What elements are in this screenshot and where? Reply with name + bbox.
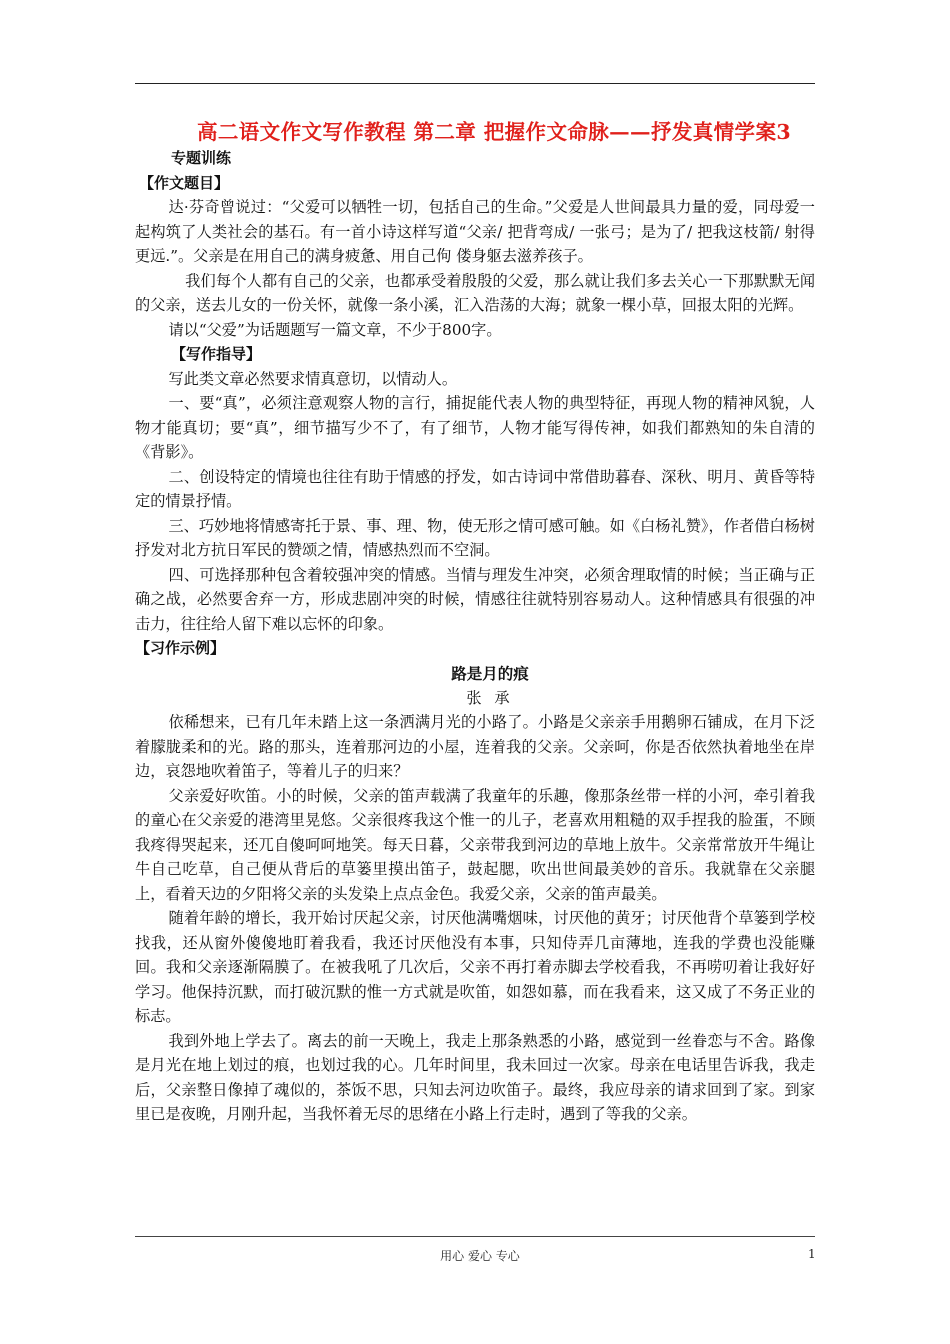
document-body (135, 118, 815, 1127)
guide-paragraph: 写此类文章必然要求情真意切，以情动人。 (168, 369, 457, 388)
example-heading: 【习作示例】 (135, 639, 226, 657)
essay-paragraph: 依稀想来，已有几年未踏上这一条洒满月光的小路了。小路是父亲亲手用鹅卵石铺成，在月下泛着朦胧柔和的光。路的那头，连着那河边的小屋，连着我的父亲。父亲呵，你是否依然执着地坐在岸边，哀怨地吹着笛子，等着儿子的归来？ (135, 713, 815, 780)
essay-paragraph: 父亲爱好吹笛。小的时候，父亲的笛声载满了我童年的乐趣，像那条丝带一样的小河，牵引着我的童心在父亲爱的港湾里晃悠。父亲很疼我这个惟一的儿子，老喜欢用粗糙的双手捏我的脸蛋，不顾我疼得哭起来，还兀自傻呵呵地笑。每天日暮，父亲带我到河边的草地上放牛。父亲常常放开牛绳让牛自己吃草，自己便从背后的草篓里摸出笛子，鼓起腮，吹出世间最美妙的音乐。我就靠在父亲腿上，看着天边的夕阳将父亲的头发染上点点金色。我爱父亲，父亲的笛声最美。 (135, 786, 815, 903)
essay-paragraph: 我到外地上学去了。离去的前一天晚上，我走上那条熟悉的小路，感觉到一丝眷恋与不舍。路像是月光在地上划过的痕，也划过我的心。几年时间里，我未回过一次家。母亲在电话里告诉我，我走后，父亲整日像掉了魂似的，茶饭不思，只知去河边吹笛子。最终，我应母亲的请求回到了家。到家里已是夜晚，月刚升起，当我怀着无尽的思绪在小路上行走时，遇到了等我的父亲。 (135, 1031, 815, 1123)
document-title: 高二语文作文写作教程 第二章 把握作文命脉——抒发真情学案3 (196, 120, 792, 144)
guide-paragraph: 三、巧妙地将情感寄托于景、事、理、物，使无形之情可感可触。如《白杨礼赞》，作者借白杨树抒发对北方抗日军民的赞颂之情，情感热烈而不空洞。 (135, 516, 815, 559)
guide-paragraph: 四、可选择那种包含着较强冲突的情感。当情与理发生冲突，必须舍理取情的时候；当正确与正确之战，必然要舍弃一方，形成悲剧冲突的时候，情感往往就特别容易动人。这种情感具有很强的冲击力，往往给人留下难以忘怀的印象。 (135, 565, 815, 633)
prompt-paragraph: 我们每个人都有自己的父亲，也都承受着殷殷的父爱，那么就让我们多去关心一下那默默无闻的父亲，送去儿女的一份关怀，就像一条小溪，汇入浩荡的大海；就象一棵小草，回报太阳的光辉。 (135, 271, 815, 314)
prompt-paragraph: 请以“父爱”为话题题写一篇文章，不少于800字。 (168, 320, 502, 339)
guide-paragraph: 一、要“真”，必须注意观察人物的言行，捕捉能代表人物的典型特征，再现人物的精神风貌，人物才能真切；要“真”，细节描写少不了，有了细节，人物才能写得传神，如我们都熟知的朱自清的《背影》。 (135, 394, 815, 461)
section-label: 专题训练 (171, 149, 232, 167)
prompt-heading: 【作文题目】 (139, 173, 230, 192)
essay-title: 路是月的痕 (451, 663, 529, 683)
page-number: 1 (808, 1247, 816, 1261)
guide-heading: 【写作指导】 (171, 345, 262, 363)
essay-paragraph: 随着年龄的增长，我开始讨厌起父亲，讨厌他满嘴烟味，讨厌他的黄牙；讨厌他背个草篓到学校找我，还从窗外傻傻地盯着我看，我还讨厌他没有本事，只知侍弄几亩薄地，连我的学费也没能赚回。我和父亲逐渐隔膜了。在被我吼了几次后，父亲不再打着赤脚去学校看我，不再唠叨着让我好好学习。他保持沉默，而打破沉默的惟一方式就是吹笛，如怨如慕，而在我看来，这又成了不务正业的标志。 (135, 909, 815, 1025)
header-rule (135, 83, 815, 84)
guide-paragraph: 二、创设特定的情境也往往有助于情感的抒发，如古诗词中常借助暮春、深秋、明月、黄昏等特定的情景抒情。 (135, 467, 815, 510)
essay-author: 张 承 (466, 688, 514, 707)
footer-text: 用心 爱心 专心 (440, 1249, 520, 1263)
footer-rule (135, 1236, 815, 1237)
prompt-paragraph: 达·芬奇曾说过：“父爱可以牺牲一切，包括自己的生命。”父爱是人世间最具力量的爱，同母爱一起构筑了人类社会的基石。有一首小诗这样写道“父亲/ 把背弯成/ 一张弓；是为了/ 把我这枝箭/ 射得更远.”。父亲是在用自己的满身疲惫、用自己佝 偻身躯去滋养孩子。 (135, 198, 815, 265)
